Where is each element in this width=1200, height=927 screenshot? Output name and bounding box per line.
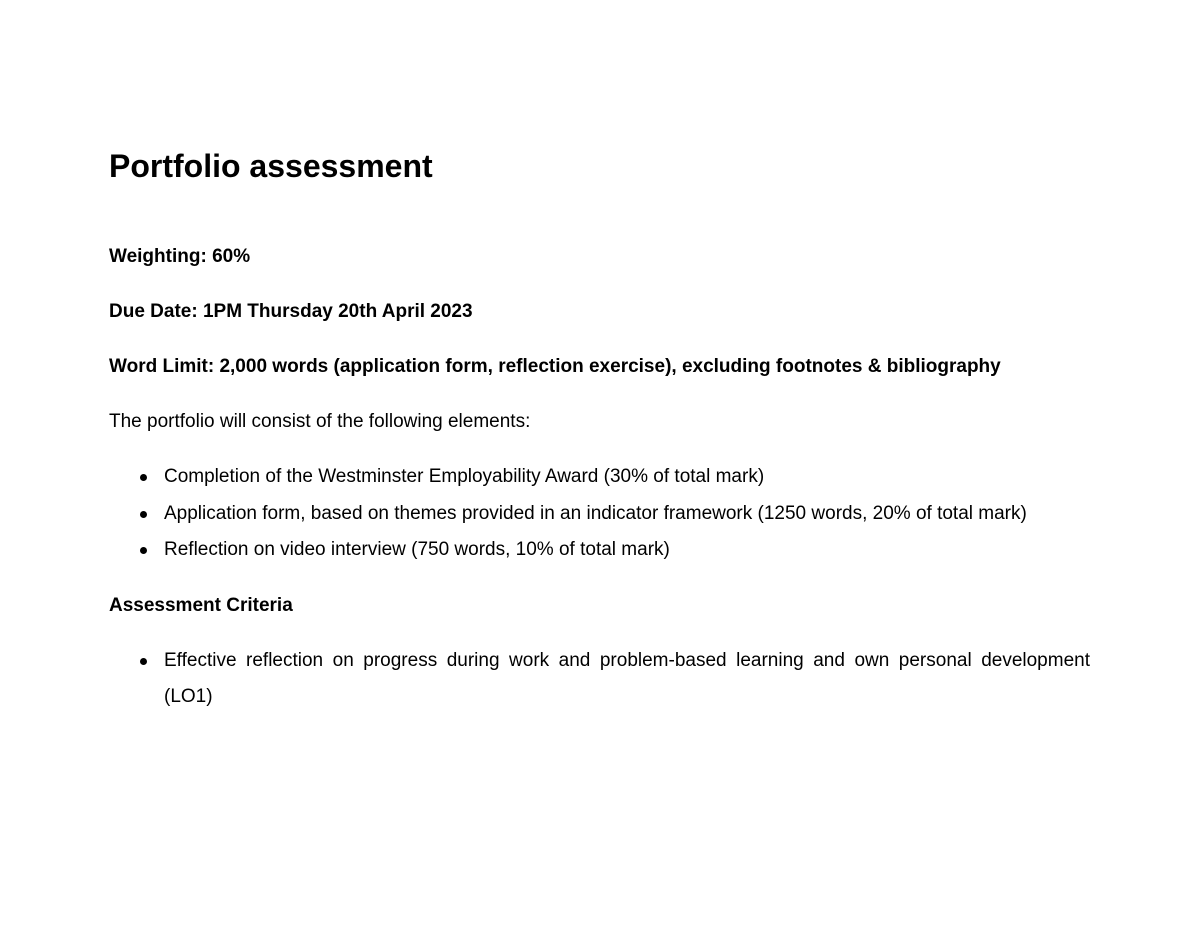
- page-title: Portfolio assessment: [109, 148, 433, 184]
- assessment-criteria-heading: Assessment Criteria: [109, 594, 293, 616]
- intro-paragraph: The portfolio will consist of the following elements:: [109, 411, 531, 432]
- bullet-icon: [140, 658, 147, 665]
- list-item: [109, 496, 1090, 533]
- list-item-text: Reflection on video interview (750 words, 10% of total mark): [164, 539, 670, 560]
- bullet-icon: [140, 474, 147, 481]
- list-item-text: Completion of the Westminster Employability Award (30% of total mark): [164, 466, 765, 487]
- list-item: [109, 643, 1090, 716]
- list-item-text: Application form, based on themes provided in an indicator framework (1250 words, 20% of total mark): [164, 502, 1027, 524]
- assessment-criteria-list: [109, 643, 1090, 716]
- list-item: [109, 459, 1090, 496]
- weighting-text: Weighting: 60%: [109, 246, 251, 267]
- due-date-text: Due Date: 1PM Thursday 20th April 2023: [109, 301, 473, 322]
- bullet-icon: [140, 547, 147, 554]
- list-item: [109, 532, 1090, 569]
- list-item-text: Effective reflection on progress during work and problem-based learning and own personal development (LO1): [164, 649, 1090, 707]
- portfolio-elements-list: [109, 459, 1090, 569]
- word-limit-text: Word Limit: 2,000 words (application form, reflection exercise), excluding footnotes & bibliography: [109, 356, 1001, 377]
- document-page: [109, 142, 1090, 716]
- bullet-icon: [140, 511, 147, 518]
